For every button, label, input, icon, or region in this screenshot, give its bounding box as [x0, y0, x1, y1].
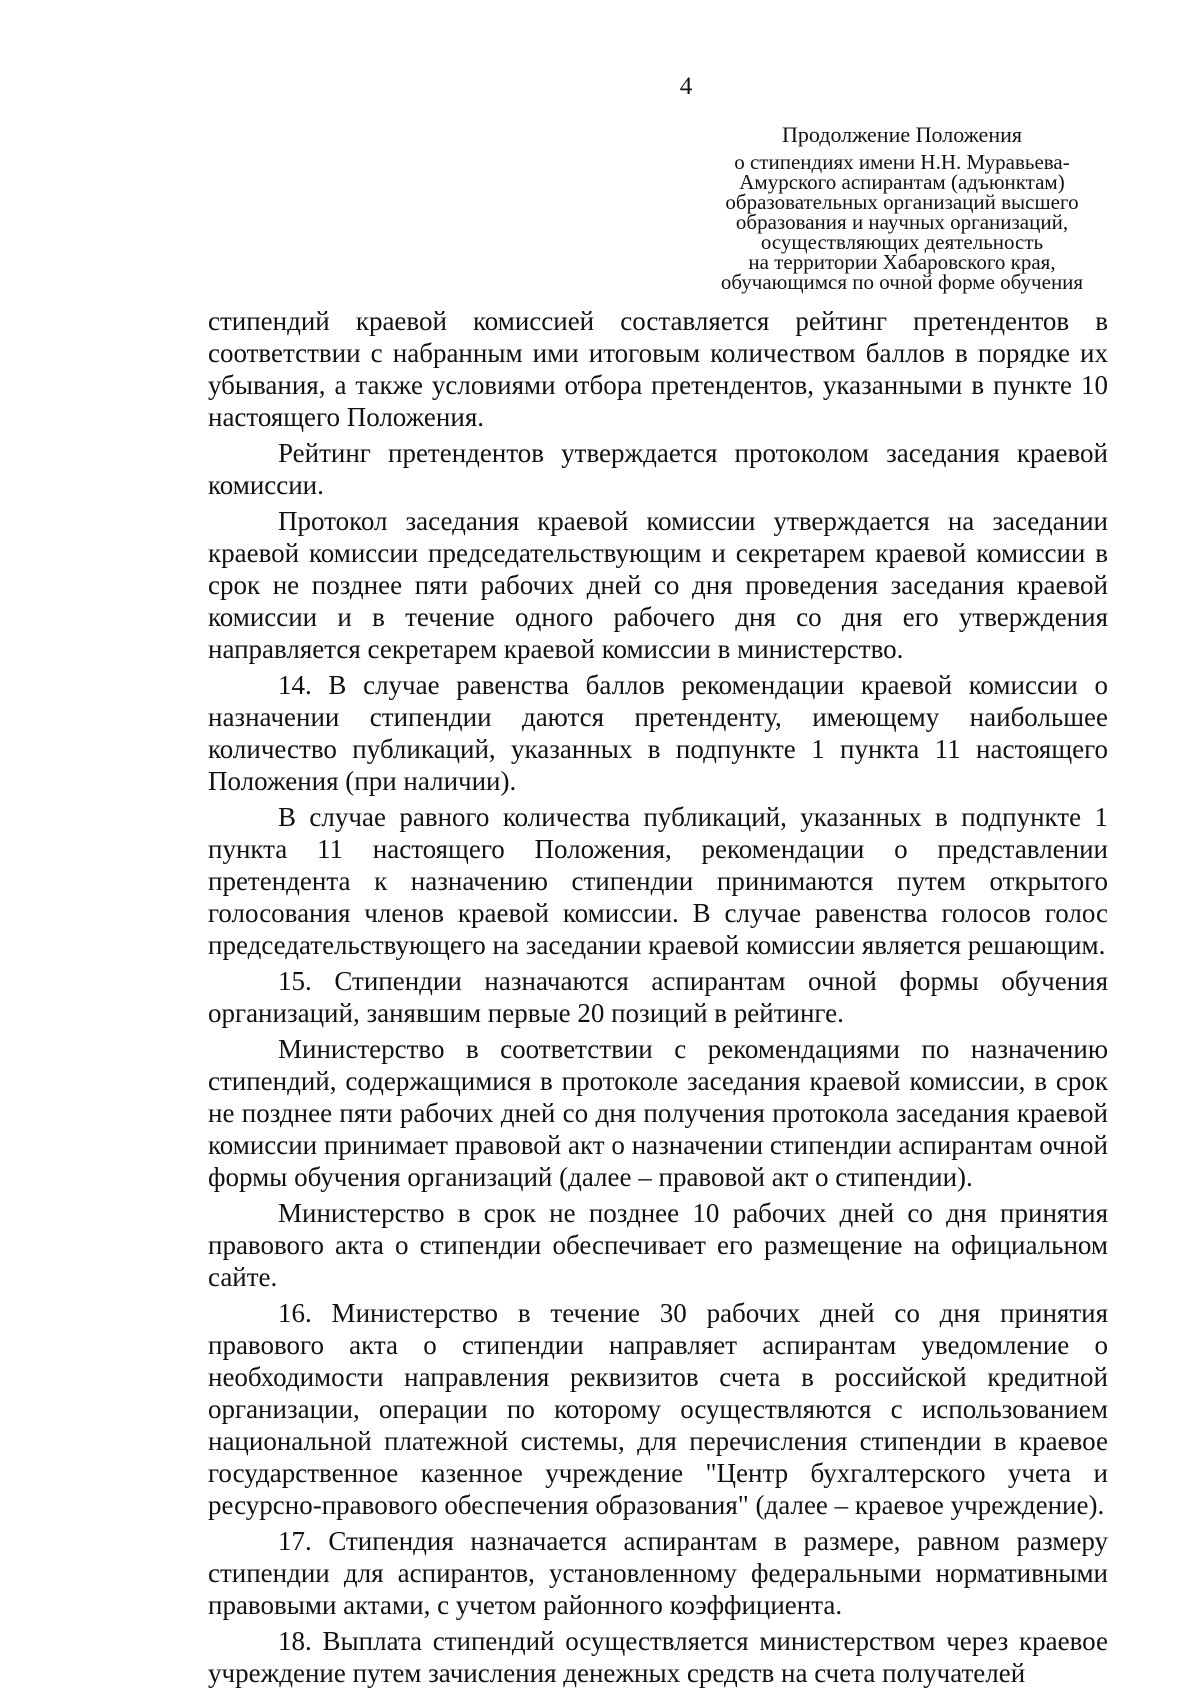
paragraph: 15. Стипендии назначаются аспирантам очной формы обучения организаций, занявшим первые 20 позиций в рейтинге. [208, 966, 1108, 1028]
header-line: обучающимся по очной форме обучения [720, 270, 1084, 294]
header-line: на территории Хабаровского края, [748, 250, 1056, 274]
header-line: образования и научных организаций, [735, 210, 1069, 234]
paragraph: стипендий краевой комиссией составляется рейтинг претендентов в соответствии с набранным ими итоговым количеством баллов в порядке их убывания, а также условиями отбора претендентов, указанными в пункте 10 настоящего Положения. [208, 306, 1108, 432]
document-body [208, 305, 1108, 1689]
paragraph: В случае равного количества публикаций, указанных в подпункте 1 пункта 11 настоящего Положения, рекомендации о представлении претендента к назначению стипендии принимаются путем открытого голосования членов краевой комиссии. В случае равенства голосов голос председательствующего на заседании краевой комиссии является решающим. [208, 802, 1108, 960]
header-line: образовательных организаций высшего [725, 190, 1079, 214]
page-number: 4 [679, 73, 693, 100]
paragraph: 14. В случае равенства баллов рекомендации краевой комиссии о назначении стипендии даются претенденту, имеющему наибольшее количество публикаций, указанных в подпункте 1 пункта 11 настоящего Положения (при наличии). [208, 670, 1108, 796]
paragraph: 18. Выплата стипендий осуществляется министерством через краевое учреждение путем зачисления денежных средств на счета получателей [208, 1626, 1108, 1688]
paragraph: 17. Стипендия назначается аспирантам в размере, равном размеру стипендии для аспирантов, установленному федеральными нормативными правовыми актами, с учетом районного коэффициента. [208, 1526, 1108, 1620]
header-line: осуществляющих деятельность [760, 230, 1044, 254]
paragraph: Рейтинг претендентов утверждается протоколом заседания краевой комиссии. [208, 438, 1108, 500]
header-line: о стипендиях имени Н.Н. Муравьева- [734, 150, 1070, 174]
paragraph: Протокол заседания краевой комиссии утверждается на заседании краевой комиссии председательствующим и секретарем краевой комиссии в срок не позднее пяти рабочих дней со дня проведения заседания краевой комиссии и в течение одного рабочего дня со дня его утверждения направляется секретарем краевой комиссии в министерство. [208, 506, 1108, 664]
paragraph: Министерство в срок не позднее 10 рабочих дней со дня принятия правового акта о стипендии обеспечивает его размещение на официальном сайте. [208, 1198, 1108, 1292]
header-title: Продолжение Положения [782, 122, 1022, 147]
header-line: Амурского аспирантам (адъюнктам) [739, 170, 1065, 194]
paragraph: 16. Министерство в течение 30 рабочих дней со дня принятия правового акта о стипендии направляет аспирантам уведомление о необходимости направления реквизитов счета в российской кредитной организации, операции по которому осуществляются с использованием национальной платежной системы, для перечисления стипендии в краевое государственное казенное учреждение "Центр бухгалтерского учета и ресурсно-правового обеспечения образования" (далее – краевое учреждение). [208, 1298, 1108, 1520]
header-note [704, 120, 1100, 292]
paragraph: Министерство в соответствии с рекомендациями по назначению стипендий, содержащимися в протоколе заседания краевой комиссии, в срок не позднее пяти рабочих дней со дня получения протокола заседания краевой комиссии принимает правовой акт о назначении стипендии аспирантам очной формы обучения организаций (далее – правовой акт о стипендии). [208, 1034, 1108, 1192]
